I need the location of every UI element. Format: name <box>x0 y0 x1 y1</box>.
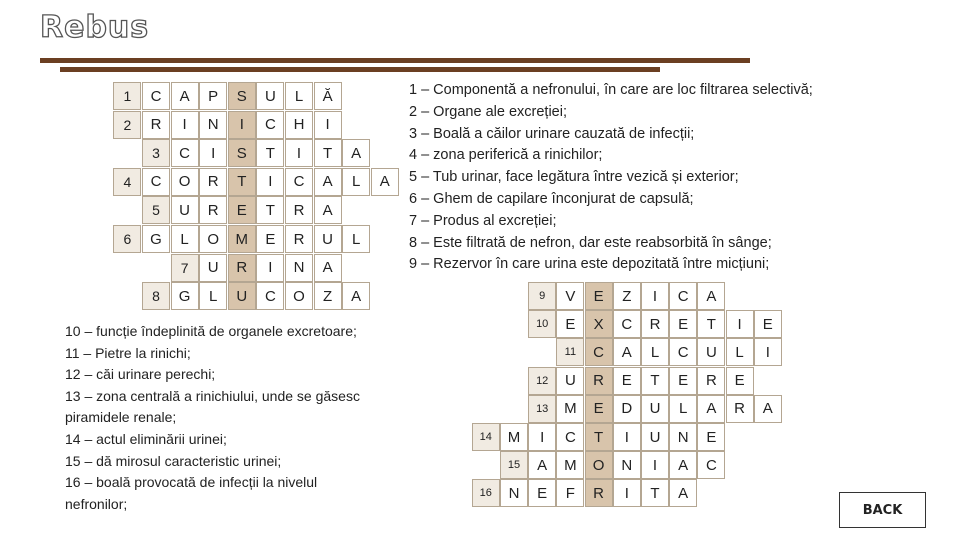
letter-cell[interactable]: N <box>669 423 697 451</box>
letter-cell[interactable]: R <box>697 367 725 395</box>
letter-cell[interactable]: I <box>641 282 669 310</box>
letter-cell[interactable]: I <box>285 139 313 167</box>
letter-cell[interactable]: U <box>314 225 342 253</box>
letter-cell[interactable]: N <box>285 254 313 282</box>
letter-cell[interactable]: R <box>199 168 227 196</box>
row-number-15: 15 <box>500 451 528 479</box>
letter-cell[interactable]: C <box>171 139 199 167</box>
key-letter-cell[interactable]: S <box>228 82 256 110</box>
key-letter-cell[interactable]: R <box>585 479 613 507</box>
letter-cell[interactable]: O <box>199 225 227 253</box>
key-letter-cell[interactable]: R <box>585 367 613 395</box>
letter-cell[interactable]: C <box>256 282 284 310</box>
letter-cell[interactable]: N <box>613 451 641 479</box>
key-letter-cell[interactable]: E <box>585 282 613 310</box>
key-letter-cell[interactable]: O <box>585 451 613 479</box>
key-letter-cell[interactable]: R <box>228 254 256 282</box>
letter-cell[interactable]: G <box>171 282 199 310</box>
title-underline-top <box>40 58 750 63</box>
letter-cell[interactable]: T <box>697 310 725 338</box>
clues-list-right <box>409 80 813 276</box>
letter-cell[interactable]: A <box>697 282 725 310</box>
letter-cell[interactable]: I <box>613 479 641 507</box>
letter-cell[interactable]: T <box>314 139 342 167</box>
letter-cell[interactable]: A <box>371 168 399 196</box>
letter-cell[interactable]: A <box>342 282 370 310</box>
row-number-8: 8 <box>142 282 170 310</box>
row-number-3: 3 <box>142 139 170 167</box>
key-letter-cell[interactable]: T <box>228 168 256 196</box>
letter-cell[interactable]: I <box>256 168 284 196</box>
clue-7: 7 – Produs al excreției; <box>409 212 557 229</box>
letter-cell[interactable]: E <box>256 225 284 253</box>
letter-cell[interactable]: E <box>556 310 584 338</box>
letter-cell[interactable]: M <box>556 395 584 423</box>
letter-cell[interactable]: A <box>314 196 342 224</box>
row-number-12: 12 <box>528 367 556 395</box>
key-letter-cell[interactable]: U <box>228 282 256 310</box>
letter-cell[interactable]: E <box>669 310 697 338</box>
letter-cell[interactable]: U <box>641 395 669 423</box>
letter-cell[interactable]: A <box>342 139 370 167</box>
letter-cell[interactable]: A <box>314 254 342 282</box>
letter-cell[interactable]: L <box>641 338 669 366</box>
letter-cell[interactable]: D <box>613 395 641 423</box>
clue-3: 3 – Boală a căilor urinare cauzată de infecții; <box>409 125 695 142</box>
letter-cell[interactable]: R <box>726 395 754 423</box>
letter-cell[interactable]: L <box>285 82 313 110</box>
key-letter-cell[interactable]: E <box>228 196 256 224</box>
row-number-4: 4 <box>113 168 141 196</box>
letter-cell[interactable]: I <box>613 423 641 451</box>
clue-1: 1 – Componentă a nefronului, în care are loc filtrarea selectivă; <box>409 82 813 98</box>
key-letter-cell[interactable]: I <box>228 111 256 139</box>
clue-10: 10 – funcție îndeplinită de organele excretoare; <box>65 323 357 339</box>
clue-14: 14 – actul eliminării urinei; <box>65 430 227 447</box>
letter-cell[interactable]: I <box>256 254 284 282</box>
letter-cell[interactable]: C <box>556 423 584 451</box>
clue-12: 12 – căi urinare perechi; <box>65 366 216 383</box>
letter-cell[interactable]: C <box>142 168 170 196</box>
letter-cell[interactable]: U <box>697 338 725 366</box>
clue-16: 16 – boală provocată de infecții la nivelul <box>65 474 318 491</box>
letter-cell[interactable]: E <box>697 423 725 451</box>
letter-cell[interactable]: U <box>256 82 284 110</box>
key-letter-cell[interactable]: M <box>228 225 256 253</box>
letter-cell[interactable]: C <box>697 451 725 479</box>
letter-cell[interactable]: C <box>669 338 697 366</box>
letter-cell[interactable]: C <box>142 82 170 110</box>
letter-cell[interactable]: C <box>613 310 641 338</box>
letter-cell[interactable]: C <box>256 111 284 139</box>
letter-cell[interactable]: T <box>641 479 669 507</box>
clue-13-cont: piramidele renale; <box>65 409 177 426</box>
clue-4: 4 – zona periferică a rinichilor; <box>409 147 603 164</box>
letter-cell[interactable]: M <box>556 451 584 479</box>
letter-cell[interactable]: R <box>641 310 669 338</box>
back-button[interactable]: BACK <box>839 492 926 528</box>
letter-cell[interactable]: U <box>199 254 227 282</box>
letter-cell[interactable]: L <box>342 168 370 196</box>
letter-cell[interactable]: L <box>342 225 370 253</box>
row-number-7: 7 <box>171 254 199 282</box>
title-underline-bottom <box>60 67 660 72</box>
letter-cell[interactable]: E <box>754 310 782 338</box>
letter-cell[interactable]: I <box>199 139 227 167</box>
letter-cell[interactable]: U <box>556 367 584 395</box>
letter-cell[interactable]: I <box>171 111 199 139</box>
row-number-5: 5 <box>142 196 170 224</box>
letter-cell[interactable]: E <box>613 367 641 395</box>
letter-cell[interactable]: A <box>669 479 697 507</box>
letter-cell[interactable]: T <box>256 196 284 224</box>
key-letter-cell[interactable]: X <box>585 310 613 338</box>
letter-cell[interactable]: I <box>641 451 669 479</box>
letter-cell[interactable]: A <box>314 168 342 196</box>
letter-cell[interactable]: U <box>171 196 199 224</box>
letter-cell[interactable]: O <box>171 168 199 196</box>
letter-cell[interactable]: L <box>726 338 754 366</box>
row-number-14: 14 <box>472 423 500 451</box>
letter-cell[interactable]: Ă <box>314 82 342 110</box>
letter-cell[interactable]: G <box>142 225 170 253</box>
letter-cell[interactable]: O <box>285 282 313 310</box>
row-number-2: 2 <box>113 111 141 139</box>
letter-cell[interactable]: I <box>754 338 782 366</box>
key-letter-cell[interactable]: S <box>228 139 256 167</box>
letter-cell[interactable]: V <box>556 282 584 310</box>
letter-cell[interactable]: M <box>500 423 528 451</box>
letter-cell[interactable]: R <box>142 111 170 139</box>
row-number-1: 1 <box>113 82 141 110</box>
letter-cell[interactable]: T <box>256 139 284 167</box>
letter-cell[interactable]: R <box>285 225 313 253</box>
letter-cell[interactable]: E <box>528 479 556 507</box>
letter-cell[interactable]: N <box>199 111 227 139</box>
letter-cell[interactable]: Z <box>613 282 641 310</box>
letter-cell[interactable]: A <box>669 451 697 479</box>
clue-8: 8 – Este filtrată de nefron, dar este reabsorbită în sânge; <box>409 234 772 251</box>
letter-cell[interactable]: R <box>285 196 313 224</box>
letter-cell[interactable]: U <box>641 423 669 451</box>
letter-cell[interactable]: A <box>528 451 556 479</box>
letter-cell[interactable]: H <box>285 111 313 139</box>
row-number-11: 11 <box>556 338 584 366</box>
row-number-16: 16 <box>472 479 500 507</box>
clues-list-left <box>65 321 360 515</box>
key-letter-cell[interactable]: T <box>585 423 613 451</box>
clue-13: 13 – zona centrală a rinichiului, unde se găsesc <box>65 387 360 404</box>
clue-6: 6 – Ghem de capilare înconjurat de capsulă; <box>409 190 694 207</box>
letter-cell[interactable]: C <box>669 282 697 310</box>
letter-cell[interactable]: L <box>199 282 227 310</box>
row-number-10: 10 <box>528 310 556 338</box>
letter-cell[interactable]: L <box>171 225 199 253</box>
letter-cell[interactable]: T <box>641 367 669 395</box>
letter-cell[interactable]: I <box>726 310 754 338</box>
page-title: Rebus <box>40 10 150 45</box>
letter-cell[interactable]: C <box>285 168 313 196</box>
clue-16-cont: nefronilor; <box>65 495 128 512</box>
letter-cell[interactable]: A <box>697 395 725 423</box>
letter-cell[interactable]: I <box>314 111 342 139</box>
row-number-13: 13 <box>528 395 556 423</box>
letter-cell[interactable]: A <box>754 395 782 423</box>
letter-cell[interactable]: R <box>199 196 227 224</box>
letter-cell[interactable]: I <box>528 423 556 451</box>
letter-cell[interactable]: E <box>726 367 754 395</box>
clue-11: 11 – Pietre la rinichi; <box>65 344 191 361</box>
key-letter-cell[interactable]: C <box>585 338 613 366</box>
letter-cell[interactable]: A <box>613 338 641 366</box>
letter-cell[interactable]: L <box>669 395 697 423</box>
clue-9: 9 – Rezervor în care urina este depozitată între micțiuni; <box>409 256 770 273</box>
clue-15: 15 – dă mirosul caracteristic urinei; <box>65 452 282 469</box>
letter-cell[interactable]: E <box>669 367 697 395</box>
letter-cell[interactable]: F <box>556 479 584 507</box>
clue-2: 2 – Organe ale excreției; <box>409 103 567 120</box>
row-number-9: 9 <box>528 282 556 310</box>
clue-5: 5 – Tub urinar, face legătura între vezică și exterior; <box>409 169 739 186</box>
letter-cell[interactable]: N <box>500 479 528 507</box>
letter-cell[interactable]: Z <box>314 282 342 310</box>
key-letter-cell[interactable]: E <box>585 395 613 423</box>
letter-cell[interactable]: A <box>171 82 199 110</box>
letter-cell[interactable]: P <box>199 82 227 110</box>
row-number-6: 6 <box>113 225 141 253</box>
